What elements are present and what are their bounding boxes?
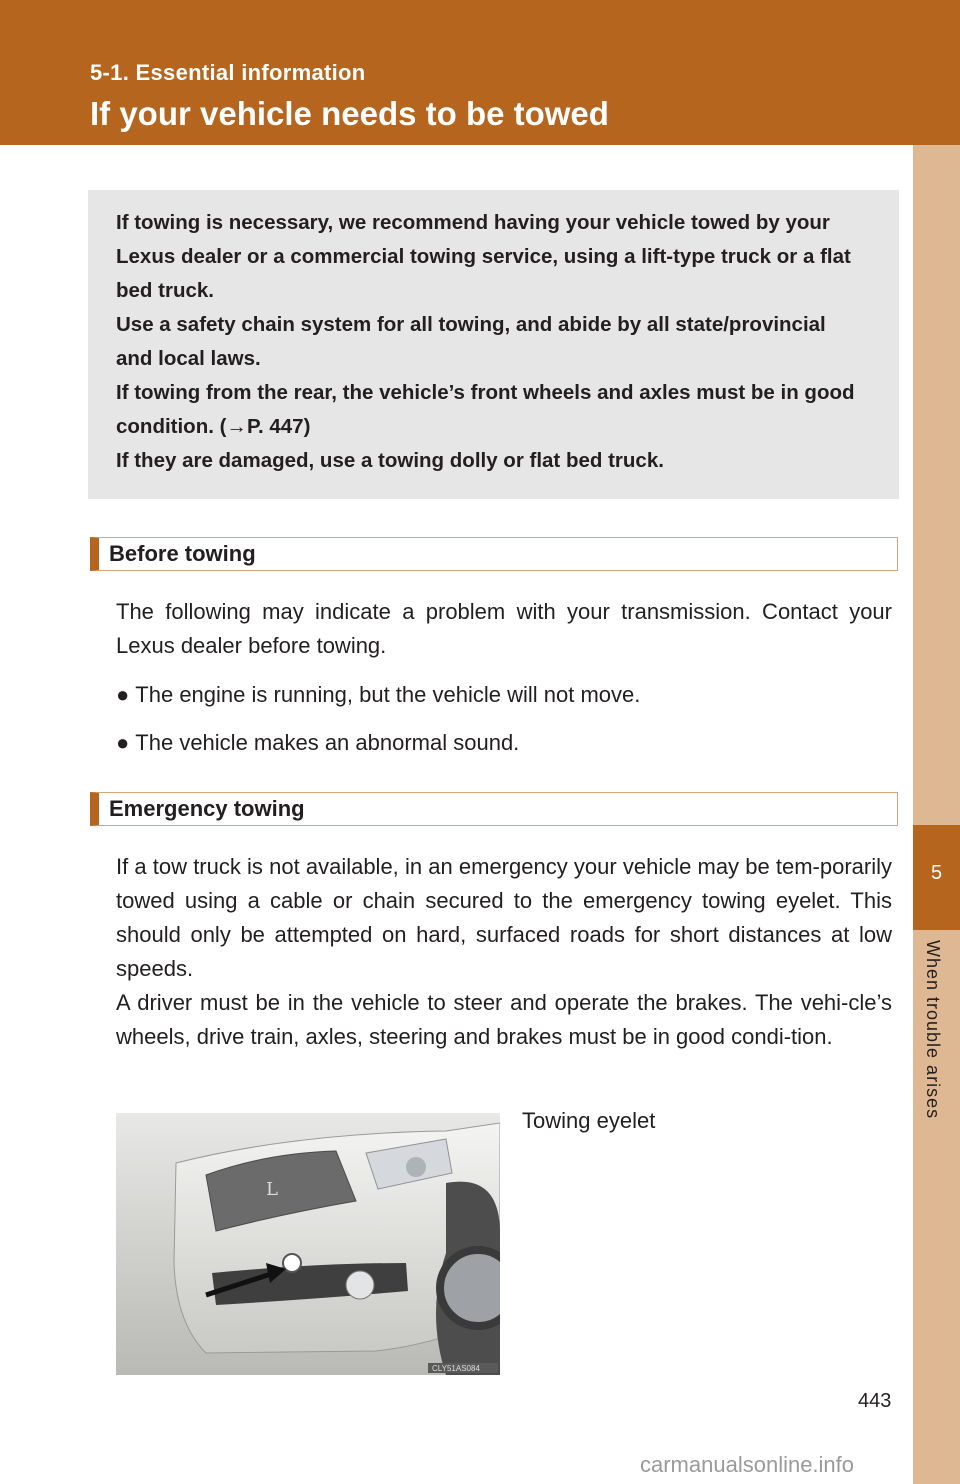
intro-line: condition. (→P. 447) — [116, 415, 311, 438]
bullet-text: The vehicle makes an abnormal sound. — [135, 730, 520, 755]
intro-line: and local laws. — [116, 347, 261, 370]
intro-line: If towing from the rear, the vehicle’s front wheels and axles must be in good — [116, 381, 855, 404]
before-towing-text: The following may indicate a problem with your transmission. Contact your Lexus dealer before towing. — [116, 599, 892, 658]
bullet-item — [116, 726, 519, 760]
bullet-dot-icon: ● — [116, 682, 130, 707]
heading-text: Before towing — [109, 541, 256, 566]
heading-text: Emergency towing — [109, 796, 305, 821]
before-towing-heading — [90, 537, 898, 571]
towing-eyelet-photo — [116, 1113, 500, 1375]
svg-text:L: L — [266, 1179, 278, 1200]
intro-line: Lexus dealer or a commercial towing service, using a lift-type truck or a flat — [116, 245, 851, 268]
bullet-dot-icon: ● — [116, 730, 130, 755]
intro-line: If towing is necessary, we recommend having your vehicle towed by your — [116, 211, 830, 234]
intro-box — [88, 190, 899, 499]
intro-line: bed truck. — [116, 279, 214, 302]
page-title: If your vehicle needs to be towed — [90, 95, 609, 132]
chapter-title: When trouble arises — [923, 940, 943, 1120]
chapter-side-tab — [913, 145, 960, 1484]
photo-caption: Towing eyelet — [522, 1108, 656, 1133]
page-header — [0, 0, 960, 145]
page-number: 443 — [858, 1390, 892, 1412]
intro-line: If they are damaged, use a towing dolly or flat bed truck. — [116, 449, 664, 472]
intro-line: Use a safety chain system for all towing, and abide by all state/provincial — [116, 313, 826, 336]
photo-code: CLY51AS084 — [432, 1364, 480, 1373]
emergency-towing-heading — [90, 792, 898, 826]
bullet-text: The engine is running, but the vehicle will not move. — [135, 682, 641, 707]
chapter-number: 5 — [930, 862, 943, 884]
emergency-towing-paragraph: A driver must be in the vehicle to steer and operate the brakes. The vehi-cle’s wheels, drive train, axles, steering and brakes must be in good condi-tion. — [116, 990, 892, 1049]
emergency-towing-paragraph: If a tow truck is not available, in an emergency your vehicle may be tem-porarily towed using a cable or chain secured to the emergency towing eyelet. This should only be attempted on hard, surfaced roads for short distances at low speeds. — [116, 854, 892, 981]
bullet-item — [116, 678, 640, 712]
section-label: 5-1. Essential information — [90, 60, 366, 85]
watermark[interactable]: carmanualsonline.info — [640, 1452, 855, 1477]
